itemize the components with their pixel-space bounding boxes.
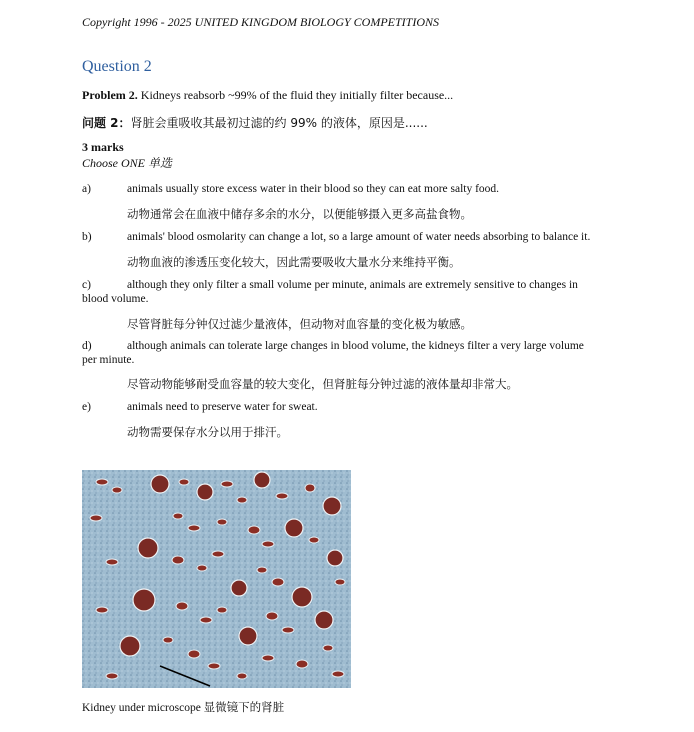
option-text: although animals can tolerate large changes in blood volume, the kidneys filter a very large volume per minute. <box>82 340 584 366</box>
caption-en: Kidney under microscope <box>82 702 204 714</box>
option-letter: a) <box>82 183 91 195</box>
option-a-zh: 动物通常会在血液中储存多余的水分，以便能够摄入更多高盐食物。 <box>127 207 472 221</box>
option-b[interactable] <box>82 230 622 244</box>
option-letter: e) <box>82 401 91 413</box>
option-c[interactable] <box>82 278 592 306</box>
choose-instruction: Choose ONE 单选 <box>82 156 173 170</box>
problem-statement-zh <box>82 114 428 131</box>
option-text: although they only filter a small volume per minute, animals are extremely sensitive to changes in blood volume. <box>82 279 578 305</box>
problem-label-zh: 问题 2： <box>82 116 131 130</box>
option-c-zh: 尽管肾脏每分钟仅过滤少量液体，但动物对血容量的变化极为敏感。 <box>127 317 472 331</box>
option-text: animals usually store excess water in their blood so they can eat more salty food. <box>127 183 500 195</box>
option-d-zh: 尽管动物能够耐受血容量的较大变化，但肾脏每分钟过滤的液体量却非常大。 <box>127 377 518 391</box>
option-text: animals need to preserve water for sweat. <box>127 401 318 413</box>
option-letter: c) <box>82 279 91 291</box>
question-title: Question 2 <box>82 58 152 75</box>
marks-label: 3 marks <box>82 140 124 154</box>
image-caption <box>82 699 284 715</box>
option-b-zh: 动物血液的渗透压变化较大，因此需要吸收大量水分来维持平衡。 <box>127 255 461 269</box>
option-e-zh: 动物需要保存水分以用于排汗。 <box>127 425 288 439</box>
option-e[interactable] <box>82 400 602 414</box>
option-d[interactable] <box>82 339 597 367</box>
problem-statement <box>82 88 453 103</box>
option-text: animals' blood osmolarity can change a lot, so a large amount of water needs absorbing to balance it. <box>127 231 591 243</box>
option-a[interactable] <box>82 182 602 196</box>
caption-zh: 显微镜下的肾脏 <box>203 700 285 714</box>
option-letter: b) <box>82 231 92 243</box>
kidney-microscope-image <box>82 470 351 688</box>
copyright-line: Copyright 1996 - 2025 UNITED KINGDOM BIOLOGY COMPETITIONS <box>82 15 440 29</box>
problem-text-zh: 肾脏会重吸收其最初过滤的约 99% 的液体，原因是...... <box>130 116 428 130</box>
option-letter: d) <box>82 340 92 352</box>
problem-text: Kidneys reabsorb ~99% of the fluid they initially filter because... <box>137 88 454 102</box>
problem-label: Problem 2. <box>82 88 138 102</box>
